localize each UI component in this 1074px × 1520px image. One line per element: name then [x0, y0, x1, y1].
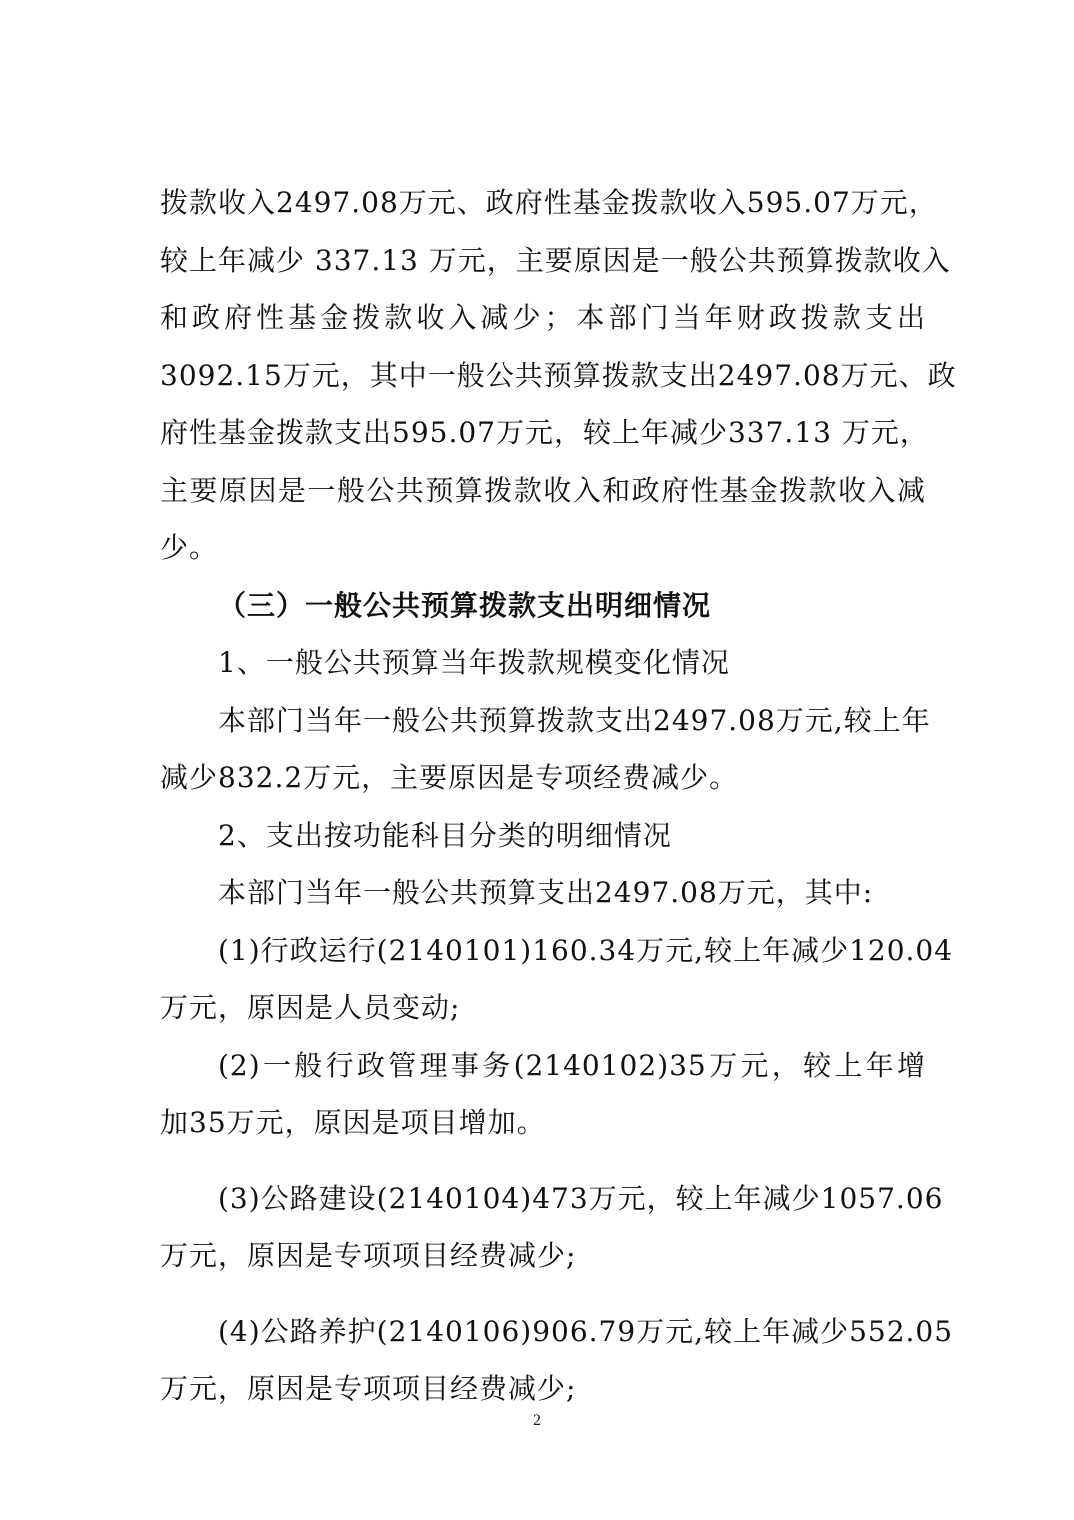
entry-line: 加35万元，原因是项目增加。 [160, 1106, 546, 1139]
page-body [160, 174, 957, 1418]
entry-line: (1)行政运行(2140101)160.34万元,较上年减少120.04 [218, 933, 954, 967]
text-line: 府性基金拨款支出595.07万元，较上年减少337.13 万元， [160, 416, 929, 449]
entry-line: 万元，原因是专项项目经费减少; [160, 1239, 577, 1272]
item2-title: 2、支出按功能科目分类的明细情况 [218, 818, 672, 852]
paragraph-gap [160, 1285, 926, 1303]
paragraph-budget-summary [160, 174, 957, 577]
entry-administrative-operation [160, 922, 954, 1037]
entry-line: (4)公路养护(2140106)906.79万元,较上年减少552.05 [218, 1314, 954, 1348]
entry-road-maintenance [160, 1303, 954, 1418]
text-line: 少。 [160, 531, 219, 564]
entry-general-administration [160, 1037, 926, 1152]
item1-body [160, 692, 931, 807]
item1-title: 1、一般公共预算当年拨款规模变化情况 [218, 646, 730, 679]
text-line: 减少832.2万元，主要原因是专项经费减少。 [160, 761, 739, 794]
text-line: 和政府性基金拨款收入减少；本部门当年财政拨款支出 [160, 301, 926, 334]
entry-line: (2)一般行政管理事务(2140102)35万元，较上年增 [218, 1048, 926, 1082]
section-heading: （三）一般公共预算拨款支出明细情况 [218, 588, 712, 622]
text-line: 主要原因是一般公共预算拨款收入和政府性基金拨款收入减 [160, 473, 926, 507]
text-line: 3092.15万元，其中一般公共预算拨款支出2497.08万元、政 [160, 358, 957, 392]
text-line: 拨款收入2497.08万元、政府性基金拨款收入595.07万元， [160, 186, 938, 219]
paragraph-gap [160, 1152, 926, 1170]
text-line: 较上年减少 337.13 万元，主要原因是一般公共预算拨款收入 [160, 243, 951, 277]
entry-line: 万元，原因是专项项目经费减少; [160, 1372, 577, 1405]
entry-line: 万元，原因是人员变动; [160, 991, 461, 1024]
page-number: 2 [533, 1412, 541, 1429]
text-line: 本部门当年一般公共预算拨款支出2497.08万元,较上年 [218, 703, 931, 737]
entry-road-construction [160, 1170, 944, 1285]
entry-line: (3)公路建设(2140104)473万元，较上年减少1057.06 [218, 1181, 944, 1215]
item2-intro: 本部门当年一般公共预算支出2497.08万元，其中: [218, 876, 874, 909]
